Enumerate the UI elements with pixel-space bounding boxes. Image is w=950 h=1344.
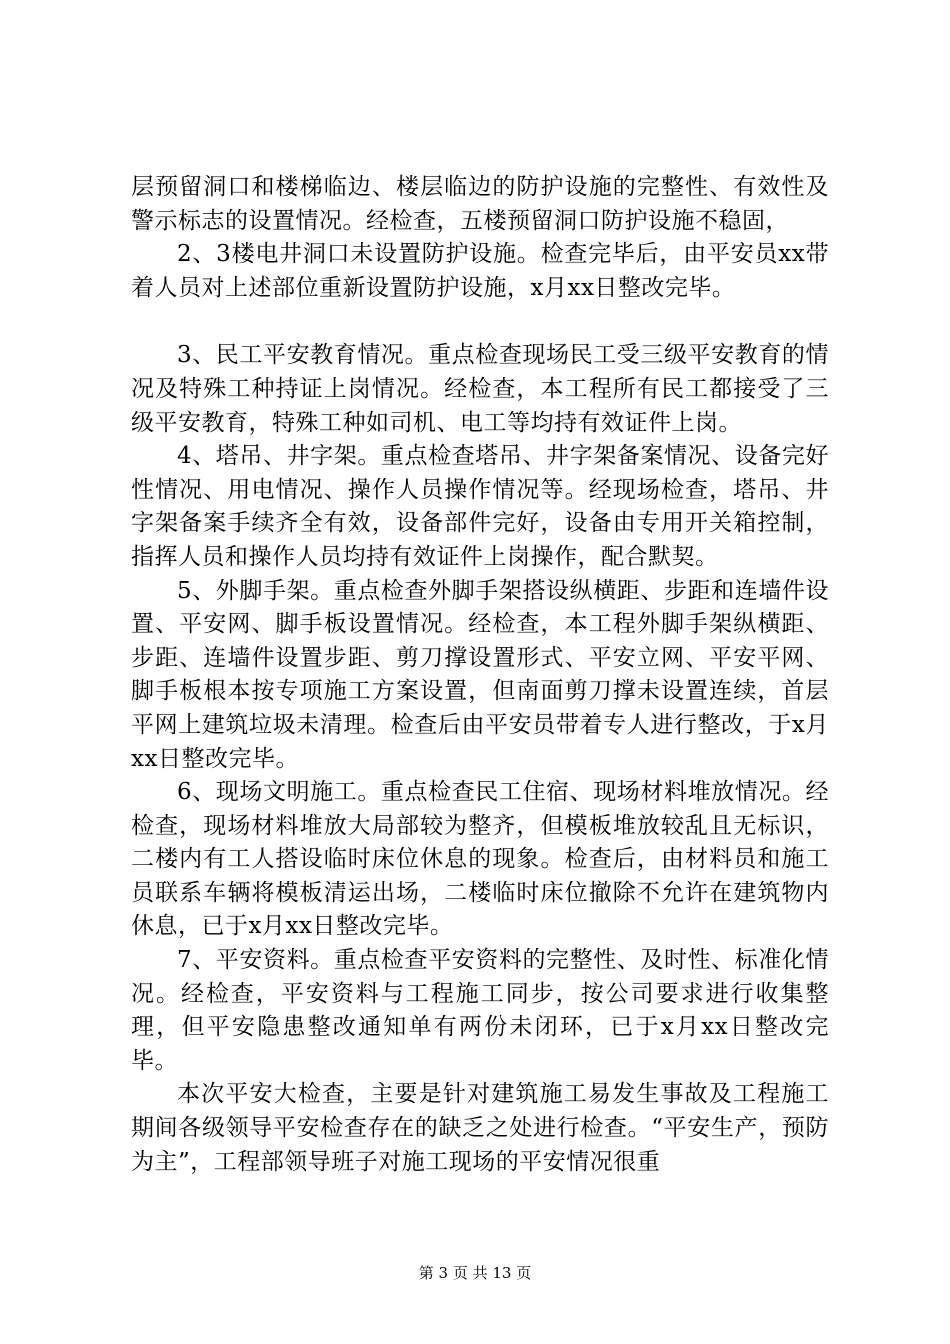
paragraph-spacer — [131, 305, 829, 339]
paragraph-item-3: 3、民工平安教育情况。重点检查现场民工受三级平安教育的情况及特殊工种持证上岗情况。经检查，本工程所有民工都接受了三级平安教育，特殊工种如司机、电工等均持有效证件上岗。 — [131, 342, 829, 436]
paragraph-item-5: 5、外脚手架。重点检查外脚手架搭设纵横距、步距和连墙件设置、平安网、脚手板设置情况。经检查，本工程外脚手架纵横距、步距、连墙件设置步距、剪刀撑设置形式、平安立网、平安平网、脚手板根本按专项施工方案设置，但南面剪刀撑未设置连续，首层平网上建筑垃圾未清理。检查后由平安员带着专人进行整改，于x月xx日整改完毕。 — [131, 577, 829, 772]
paragraph-item-2: 2、3楼电井洞口未设置防护设施。检查完毕后，由平安员xx带着人员对上述部位重新设置防护设施，x月xx日整改完毕。 — [131, 241, 829, 301]
paragraph-summary: 本次平安大检查，主要是针对建筑施工易发生事故及工程施工期间各级领导平安检查存在的缺乏之处进行检查。“平安生产，预防为主”，工程部领导班子对施工现场的平安情况很重 — [131, 1081, 829, 1175]
page-number-footer: 第 3 页 共 13 页 — [418, 1264, 532, 1282]
paragraph-item-4: 4、塔吊、井字架。重点检查塔吊、井字架备案情况、设备完好性情况、用电情况、操作人员操作情况等。经现场检查，塔吊、井字架备案手续齐全有效，设备部件完好，设备由专用开关箱控制，指挥人员和操作人员均持有效证件上岗操作，配合默契。 — [131, 443, 829, 570]
paragraph-item-7: 7、平安资料。重点检查平安资料的完整性、及时性、标准化情况。经检查，平安资料与工程施工同步，按公司要求进行收集整理，但平安隐患整改通知单有两份未闭环，已于x月xx日整改完毕。 — [131, 947, 829, 1074]
paragraph-item-6: 6、现场文明施工。重点检查民工住宿、现场材料堆放情况。经检查，现场材料堆放大局部较为整齐，但模板堆放较乱且无标识，二楼内有工人搭设临时床位休息的现象。检查后，由材料员和施工员联系车辆将模板清运出场，二楼临时床位撤除不允许在建筑物内休息，已于x月xx日整改完毕。 — [131, 779, 829, 940]
paragraph-continuation: 层预留洞口和楼梯临边、楼层临边的防护设施的完整性、有效性及警示标志的设置情况。经检查，五楼预留洞口防护设施不稳固， — [131, 174, 829, 234]
document-body — [131, 171, 829, 1179]
